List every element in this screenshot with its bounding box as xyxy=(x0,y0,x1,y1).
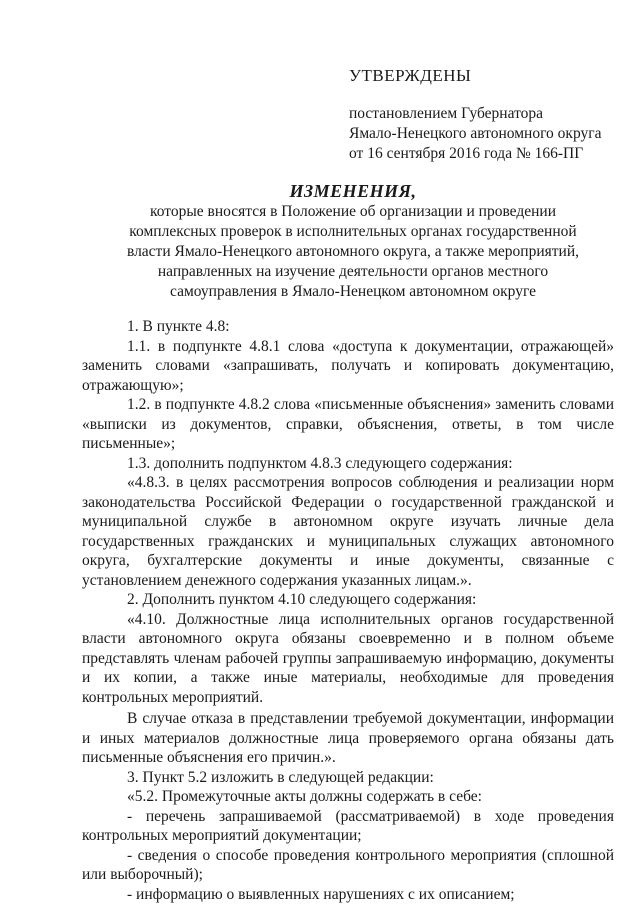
approval-line: постановлением Губернатора xyxy=(349,105,544,122)
document-subtitle-line: которые вносятся в Положение об организации и проведении xyxy=(149,203,556,220)
paragraph: 3. Пункт 5.2 изложить в следующей редакции: xyxy=(127,768,434,786)
approval-heading: УТВЕРЖДЕНЫ xyxy=(349,66,472,85)
document-body xyxy=(82,317,614,904)
paragraph: 1.2. в подпункте 4.8.2 слова «письменные объяснения» заменить словами «выписки из документов, справки, объяснения, ответы, в том числе письменные»; xyxy=(82,396,614,452)
document-subtitle-line: комплексных проверок в исполнительных органах государственной xyxy=(129,223,577,240)
document-subtitle-line: самоуправления в Ямало-Ненецком автономном округе xyxy=(170,283,536,300)
paragraph: «5.2. Промежуточные акты должны содержать в себе: xyxy=(127,788,482,805)
paragraph: - перечень запрашиваемой (рассматриваемой) в ходе проведения контрольных мероприятий документации; xyxy=(82,807,614,844)
document-title: ИЗМЕНЕНИЯ, xyxy=(289,181,417,201)
paragraph: 1.1. в подпункте 4.8.1 слова «доступа к документации, отражающей» заменить словами «запрашивать, получать и копировать документацию, отражающую»; xyxy=(82,337,614,394)
approval-stamp xyxy=(349,66,629,164)
paragraph: 2. Дополнить пунктом 4.10 следующего содержания: xyxy=(127,591,477,608)
paragraph: - сведения о способе проведения контрольного мероприятия (сплошной или выборочный); xyxy=(82,846,614,883)
paragraph: - информацию о выявленных нарушениях с их описанием; xyxy=(127,885,515,903)
document-subtitle-line: направленных на изучение деятельности органов местного xyxy=(157,263,549,280)
paragraph: «4.8.3. в целях рассмотрения вопросов соблюдения и реализации норм законодательства Российской Федерации о государственной гражданской и муниципальной службе в автономном округе изучать личные дела государственных гражданских и муниципальных служащих автономного округа, бухгалтерские документы и иные документы, связанные с установлением денежного содержания указанных лицам.». xyxy=(82,474,614,589)
approval-line: Ямало-Ненецкого автономного округа xyxy=(349,125,602,142)
paragraph: 1. В пункте 4.8: xyxy=(127,318,230,335)
paragraph: 1.3. дополнить подпунктом 4.8.3 следующего содержания: xyxy=(127,454,513,472)
paragraph: В случае отказа в представлении требуемой документации, информации и иных материалов должностные лица проверяемого органа обязаны дать письменные объяснения его причин.». xyxy=(82,710,614,766)
paragraph: «4.10. Должностные лица исполнительных органов государственной власти автономного округа обязаны своевременно и в полном объеме представлять членам рабочей группы запрашиваемую информацию, документы и их копии, а также иные материалы, необходимые для проведения контрольных мероприятий. xyxy=(82,610,614,706)
approval-line: от 16 сентября 2016 года № 166-ПГ xyxy=(349,145,584,162)
document-title-block xyxy=(88,180,618,302)
document-subtitle-line: власти Ямало-Ненецкого автономного округа, а также мероприятий, xyxy=(126,243,580,260)
